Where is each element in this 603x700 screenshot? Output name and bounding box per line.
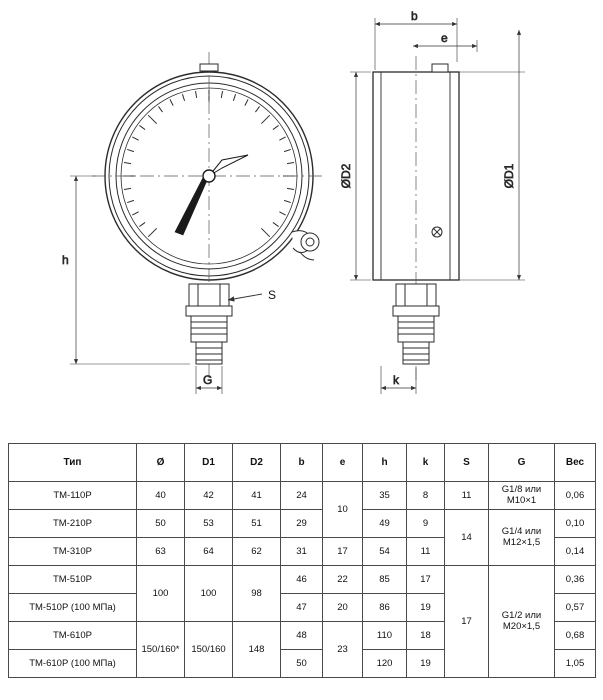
cell-h: 86: [363, 594, 407, 622]
cell-d1: 53: [185, 510, 233, 538]
cell-h: 120: [363, 650, 407, 678]
dimension-D1: [459, 30, 525, 280]
cell-g: G1/4 или M12×1,5: [489, 510, 555, 566]
cell-diameter: 150/160*: [137, 622, 185, 678]
cell-d1: 100: [185, 566, 233, 622]
cell-d1: 64: [185, 538, 233, 566]
header-k: k: [407, 444, 445, 482]
cell-d2: 51: [233, 510, 281, 538]
dimension-e: [413, 31, 477, 52]
cell-k: 8: [407, 482, 445, 510]
cell-type: ТМ-210Р: [9, 510, 137, 538]
header-type: Тип: [9, 444, 137, 482]
header-s: S: [445, 444, 489, 482]
cell-e: 22: [323, 566, 363, 594]
table-header-row: [9, 444, 596, 482]
cell-d2: 41: [233, 482, 281, 510]
cell-s: 14: [445, 510, 489, 566]
cell-type: ТМ-510Р (100 МПа): [9, 594, 137, 622]
label-S: S: [268, 288, 277, 302]
cell-b: 47: [281, 594, 323, 622]
cell-h: 110: [363, 622, 407, 650]
cell-b: 31: [281, 538, 323, 566]
cell-diameter: 63: [137, 538, 185, 566]
cell-k: 19: [407, 650, 445, 678]
side-stem-connection: [393, 284, 439, 364]
case-top-bracket: [200, 64, 218, 71]
cell-weight: 0,36: [555, 566, 596, 594]
cell-e: 20: [323, 594, 363, 622]
cell-b: 50: [281, 650, 323, 678]
header-h: h: [363, 444, 407, 482]
cell-diameter: 100: [137, 566, 185, 622]
cell-weight: 0,10: [555, 510, 596, 538]
label-D2: ØD2: [339, 163, 353, 189]
cell-k: 17: [407, 566, 445, 594]
cell-g: G1/2 или M20×1,5: [489, 566, 555, 678]
header-d2: D2: [233, 444, 281, 482]
cell-d2: 98: [233, 566, 281, 622]
cell-e: 10: [323, 482, 363, 538]
header-d1: D1: [185, 444, 233, 482]
cell-weight: 1,05: [555, 650, 596, 678]
cell-type: ТМ-610Р: [9, 622, 137, 650]
cell-s: 11: [445, 482, 489, 510]
label-b: b: [411, 9, 418, 23]
specification-table-wrapper: [8, 443, 595, 678]
cell-weight: 0,57: [555, 594, 596, 622]
cell-h: 49: [363, 510, 407, 538]
cell-b: 29: [281, 510, 323, 538]
header-weight: Вес: [555, 444, 596, 482]
dimension-S: [228, 288, 276, 302]
cell-diameter: 50: [137, 510, 185, 538]
table-row: [9, 510, 596, 538]
cell-s: 17: [445, 566, 489, 678]
header-b: b: [281, 444, 323, 482]
cell-d1: 150/160: [185, 622, 233, 678]
label-G: G: [203, 373, 213, 387]
label-e: e: [441, 31, 448, 45]
header-g: G: [489, 444, 555, 482]
cell-d2: 62: [233, 538, 281, 566]
dimension-k: [381, 366, 416, 394]
front-stem-connection: [186, 284, 232, 364]
cell-type: ТМ-610Р (100 МПа): [9, 650, 137, 678]
cell-k: 11: [407, 538, 445, 566]
label-k: k: [393, 373, 399, 387]
cell-weight: 0,14: [555, 538, 596, 566]
cell-weight: 0,06: [555, 482, 596, 510]
cell-e: 17: [323, 538, 363, 566]
cell-weight: 0,68: [555, 622, 596, 650]
cell-k: 9: [407, 510, 445, 538]
cell-h: 54: [363, 538, 407, 566]
table-row: [9, 482, 596, 510]
side-fitting: [292, 231, 319, 260]
label-h: h: [62, 253, 69, 267]
cell-e: 23: [323, 622, 363, 678]
label-D1: ØD1: [502, 163, 516, 189]
table-row: [9, 566, 596, 594]
cell-type: ТМ-310Р: [9, 538, 137, 566]
cell-b: 46: [281, 566, 323, 594]
cell-d1: 42: [185, 482, 233, 510]
cell-d2: 148: [233, 622, 281, 678]
header-diameter: Ø: [137, 444, 185, 482]
cell-k: 18: [407, 622, 445, 650]
header-e: e: [323, 444, 363, 482]
cell-b: 24: [281, 482, 323, 510]
cell-h: 85: [363, 566, 407, 594]
cell-type: ТМ-510Р: [9, 566, 137, 594]
cell-g: G1/8 или M10×1: [489, 482, 555, 510]
cell-b: 48: [281, 622, 323, 650]
specification-table: [8, 443, 596, 678]
cell-diameter: 40: [137, 482, 185, 510]
dimension-D2: [339, 72, 371, 280]
cell-type: ТМ-110Р: [9, 482, 137, 510]
cell-k: 19: [407, 594, 445, 622]
cell-h: 35: [363, 482, 407, 510]
